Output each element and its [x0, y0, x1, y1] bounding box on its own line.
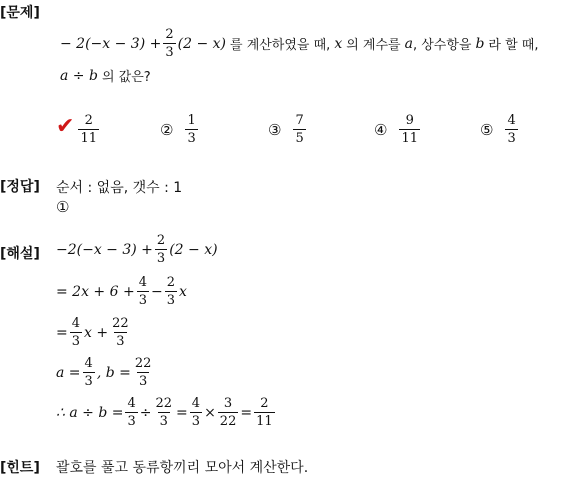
solution-fraction: $\frac{22}{3}$: [134, 356, 152, 389]
choice-fraction: $\frac{1}{3}$: [187, 113, 196, 146]
choice-number: ②: [160, 120, 174, 139]
problem-text: 의 계수를: [346, 38, 401, 53]
solution-fraction: $\frac{4}{3}$: [127, 396, 136, 429]
problem-text: 를 계산하였을 때,: [230, 38, 331, 53]
solution-fraction: $\frac{4}{3}$: [84, 356, 93, 389]
solution-fraction: $\frac{4}{3}$: [71, 316, 81, 349]
choice-number: ④: [374, 120, 388, 139]
variable-x: x: [334, 35, 343, 52]
solution-line-4: a = $\frac{4}{3}$ , b = $\frac{22}{3}$: [56, 356, 152, 389]
choice-3[interactable]: [268, 114, 308, 145]
problem-line-1: [60, 28, 539, 59]
hint-text: 괄호를 풀고 동류항끼리 모아서 계산한다.: [56, 460, 309, 476]
choice-1[interactable]: [56, 114, 101, 145]
solution-fraction: $\frac{22}{3}$: [155, 396, 173, 429]
solution-line-2: = 2x + 6 + $\frac{4}{3}$ − $\frac{2}{3}$ x: [56, 275, 187, 308]
problem-fraction: $\frac{2}{3}$: [165, 27, 174, 60]
choice-number: ⑤: [480, 120, 494, 139]
choice-fraction: $\frac{2}{11}$: [80, 113, 97, 146]
choice-4[interactable]: [374, 114, 422, 145]
problem-label: [문제]: [0, 5, 40, 21]
solution-fraction: $\frac{3}{22}$: [219, 396, 237, 429]
hint-label: [힌트]: [0, 460, 40, 476]
answer-info: 순서 : 없음, 갯수 : 1: [56, 180, 183, 196]
solution-line-1: −2(−x − 3) + $\frac{2}{3}$ (2 − x): [56, 233, 218, 266]
choice-fraction: $\frac{4}{3}$: [507, 113, 516, 146]
choice-fraction: $\frac{9}{11}$: [401, 113, 418, 146]
solution-line-5: ∴ a ÷ b = $\frac{4}{3}$ ÷ $\frac{22}{3}$ = $\frac{4}{3}$ × $\frac{3}{22}$ = $\frac{2}{11}$: [56, 396, 273, 429]
problem-text: , 상수항을: [412, 38, 472, 53]
problem-text: 라 할 때,: [488, 38, 539, 53]
solution-fraction: $\frac{2}{3}$: [156, 233, 166, 266]
solution-fraction: $\frac{2}{11}$: [256, 396, 273, 429]
problem-question-expression: a ÷ b: [60, 67, 98, 84]
solution-fraction: $\frac{22}{3}$: [112, 316, 129, 349]
variable-b: b: [475, 35, 485, 52]
answer-label: [정답]: [0, 179, 40, 195]
problem-question-text: 의 값은?: [101, 70, 151, 85]
solution-fraction: $\frac{4}{3}$: [191, 396, 201, 429]
solution-line-3: = $\frac{4}{3}$ x + $\frac{22}{3}$: [56, 316, 129, 349]
answer-value: ①: [56, 198, 70, 216]
check-mark-icon: ✔: [56, 114, 75, 139]
choice-number: ③: [268, 120, 282, 139]
solution-label: [해설]: [0, 246, 40, 262]
choice-fraction: $\frac{7}{5}$: [295, 113, 304, 146]
solution-fraction: $\frac{4}{3}$: [138, 275, 147, 308]
problem-line-2: [60, 66, 151, 85]
solution-fraction: $\frac{2}{3}$: [166, 275, 175, 308]
problem-expression-suffix: (2 − x): [177, 35, 226, 52]
choice-2[interactable]: [160, 114, 200, 145]
variable-a: a: [404, 35, 413, 52]
problem-expression: − 2(−x − 3) +: [60, 35, 162, 52]
choice-5[interactable]: [480, 114, 520, 145]
